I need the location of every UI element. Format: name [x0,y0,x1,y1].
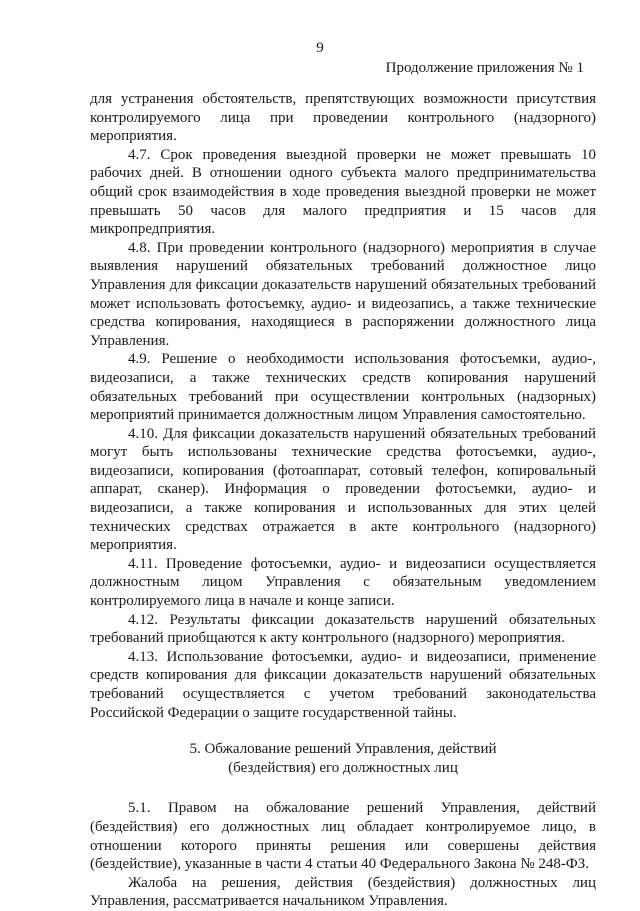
paragraph-4-13: 4.13. Использование фотосъемки, аудио- и видеозаписи, применение средств копирования для фиксации доказательств нарушений обязательных требований осуществляется с учетом требований законодательства Российской Федерации о защите государственной тайны. [90,648,596,721]
section-heading-line-2: (бездействия) его должностных лиц [228,759,458,776]
paragraph-4-10: 4.10. Для фиксации доказательств нарушений обязательных требований могут быть использованы технические средства фотосъемки, аудио-, видеозаписи, копирования (фотоаппарат, сотовый телефон, копировальный аппарат, сканер). Информация о проведении фотосъемки, аудио- и видеозаписи, а также копирования и использованных для этих целей технических средствах отражается в акте контрольного (надзорного) мероприятия. [90,425,596,554]
paragraph-4-12: 4.12. Результаты фиксации доказательств нарушений обязательных требований приобщаются к акту контрольного (надзорного) мероприятия. [90,611,596,647]
paragraph-5-1: 5.1. Правом на обжалование решений Управления, действий (бездействия) его должностных лиц обладает контролируемое лицо, в отношении которого приняты решения или совершены действия (бездействие), указанные в части 4 статьи 40 Федерального Закона № 248-ФЗ. [90,800,596,873]
section-heading-line-1: 5. Обжалование решений Управления, действий [189,741,497,758]
paragraph-4-11: 4.11. Проведение фотосъемки, аудио- и видеозаписи осуществляется должностным лицом Управления с обязательным уведомлением контролируемого лица в начале и конце записи. [90,555,596,610]
paragraph-4-7: 4.7. Срок проведения выездной проверки не может превышать 10 рабочих дней. В отношении одного субъекта малого предпринимательства общий срок взаимодействия в ходе проведения выездной проверки не может превышать 50 часов для малого предприятия и 15 часов для микропредприятия. [90,146,596,238]
paragraph-4-9: 4.9. Решение о необходимости использования фотосъемки, аудио-, видеозаписи, а также технических средств копирования нарушений обязательных требований при осуществлении контрольных (надзорных) мероприятий принимается должностным лицом Управления самостоятельно. [90,351,596,424]
document-body [90,90,596,911]
section-heading [90,740,596,777]
page-number: 9 [316,40,324,56]
appendix-continuation-note: Продолжение приложения № 1 [385,60,584,76]
paragraph-continuation: для устранения обстоятельств, препятствующих возможности присутствия контролируемого лица при проведении контрольного (надзорного) мероприятия. [90,91,596,145]
paragraph-complaint: Жалоба на решения, действия (бездействия) должностных лиц Управления, рассматривается начальником Управления. [90,874,596,910]
paragraph-4-8: 4.8. При проведении контрольного (надзорного) мероприятия в случае выявления нарушений обязательных требований должностное лицо Управления для фиксации доказательств нарушений обязательных требований может использовать фотосъемку, аудио- и видеозапись, а также технические средства копирования, находящиеся в распоряжении должностного лица Управления. [90,239,596,349]
